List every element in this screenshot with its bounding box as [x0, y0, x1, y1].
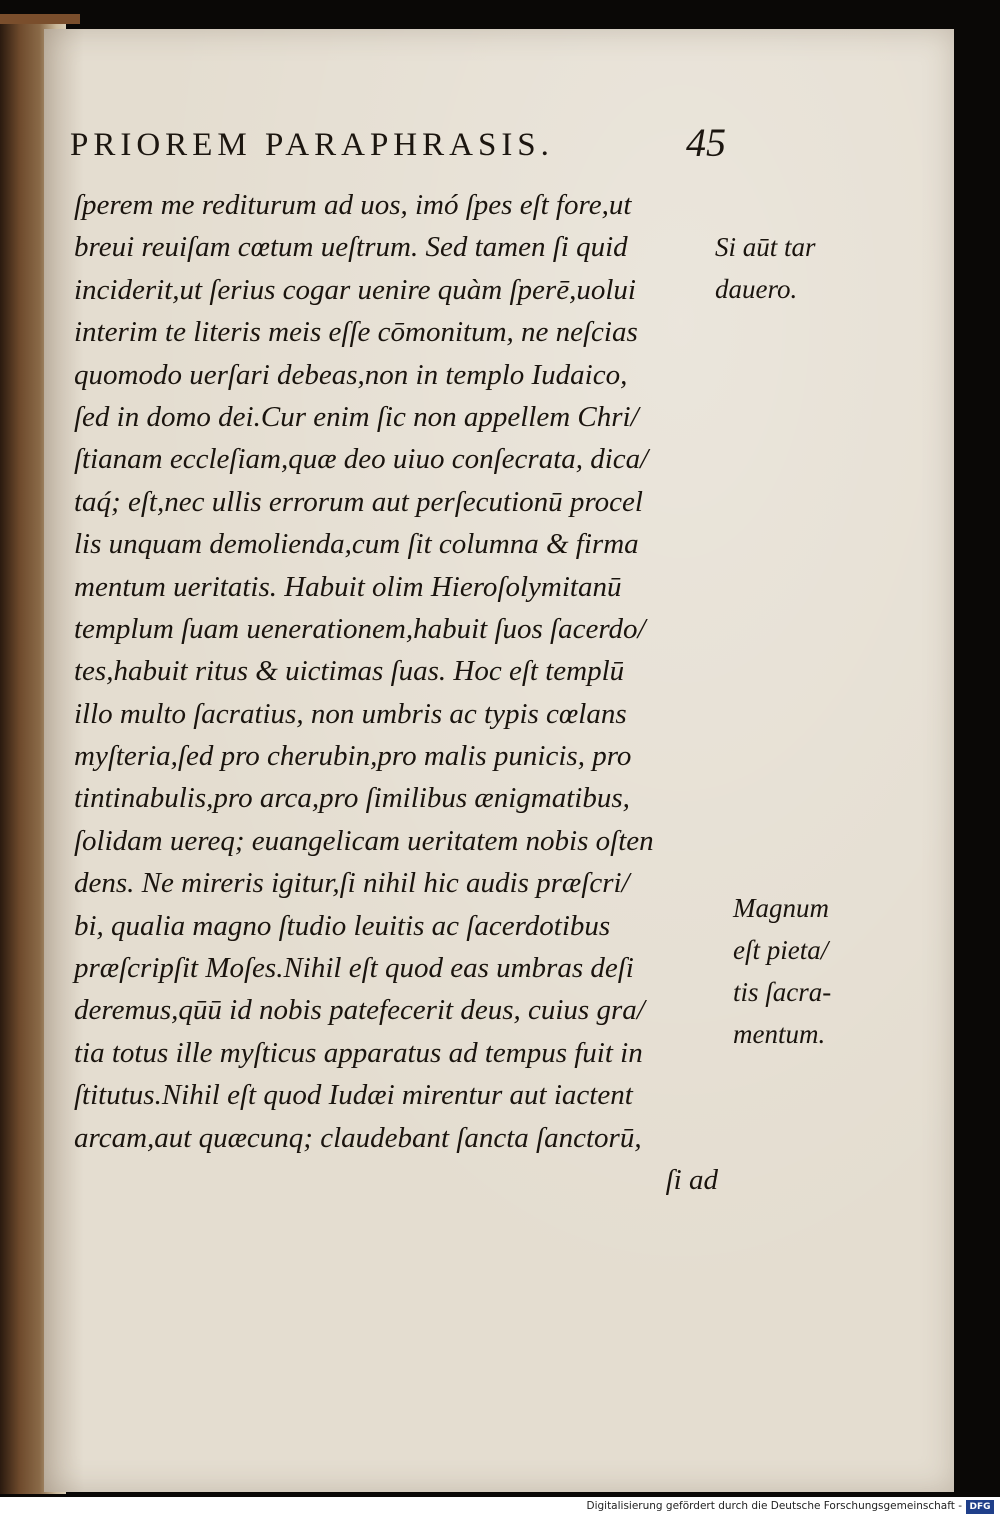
text-line: taq́; eſt,nec ullis errorum aut perſecutionū procel — [74, 485, 643, 518]
text-line: ſperem me rediturum ad uos, imó ſpes eſt fore,ut — [74, 189, 632, 221]
text-line: dens. Ne mireris igitur,ſi nihil hic audis præſcri/ — [74, 867, 630, 900]
text-line: inciderit,ut ſerius cogar uenire quàm ſperē,uolui — [74, 273, 636, 306]
text-line: tia totus ille myſticus apparatus ad tempus fuit in — [74, 1036, 643, 1069]
text-line: templum ſuam uenerationem,habuit ſuos ſacerdo/ — [74, 612, 646, 645]
text-line: myſteria,ſed pro cherubin,pro malis punicis, pro — [74, 740, 632, 773]
text-line: arcam,aut quæcunq; claudebant ſancta ſanctorū, — [74, 1121, 642, 1154]
catchword: ſi ad — [665, 1163, 718, 1196]
text-line: ſolidam uereq; euangelicam ueritatem nobis oſten — [74, 824, 654, 857]
text-line: lis unquam demolienda,cum ſit columna & firma — [74, 528, 639, 561]
text-line: ſtianam eccleſiam,quæ deo uiuo conſecrata, dica/ — [74, 443, 649, 476]
marginal-line: Magnum — [733, 893, 829, 923]
text-line: ſtitutus.Nihil eſt quod Iudæi mirentur aut iactent — [74, 1079, 633, 1112]
marginal-note-2 — [733, 887, 831, 1055]
text-line: præſcripſit Moſes.Nihil eſt quod eas umbras deſi — [74, 952, 634, 985]
text-line: breui reuiſam cœtum ueſtrum. Sed tamen ſi quid — [74, 231, 628, 264]
marginal-line: eſt pieta/ — [733, 935, 829, 965]
text-line: illo multo ſacratius, non umbris ac typis cœlans — [74, 697, 627, 730]
running-head: PRIOREM PARAPHRASIS. — [70, 127, 554, 163]
book-binding-top — [0, 14, 80, 24]
text-line: tes,habuit ritus & uictimas ſuas. Hoc eſt templū — [74, 655, 625, 688]
funding-credit: Digitalisierung gefördert durch die Deutsche Forschungsgemeinschaft - — [586, 1500, 962, 1512]
text-line: interim te literis meis eſſe cōmonitum, ne neſcias — [74, 316, 638, 349]
text-line: quomodo uerſari debeas,non in templo Iudaico, — [74, 358, 628, 391]
page-number: 45 — [686, 120, 726, 165]
text-line: bi, qualia magno ſtudio leuitis ac ſacerdotibus — [74, 909, 611, 942]
text-line: deremus,qūū id nobis patefecerit deus, cuius gra/ — [74, 994, 645, 1027]
text-line: ſed in domo dei.Cur enim ſic non appellem Chri/ — [74, 400, 639, 433]
marginal-note-1 — [715, 226, 816, 310]
marginal-line: dauero. — [715, 274, 798, 304]
text-line: mentum ueritatis. Habuit olim Hieroſolymitanū — [74, 570, 622, 603]
marginal-line: Si aūt tar — [715, 232, 816, 262]
marginal-line: mentum. — [733, 1019, 826, 1049]
main-text-block — [74, 184, 724, 1201]
dfg-logo: DFG — [966, 1500, 994, 1514]
text-line: tintinabulis,pro arca,pro ſimilibus ænigmatibus, — [74, 782, 630, 815]
marginal-line: tis ſacra- — [733, 977, 832, 1007]
